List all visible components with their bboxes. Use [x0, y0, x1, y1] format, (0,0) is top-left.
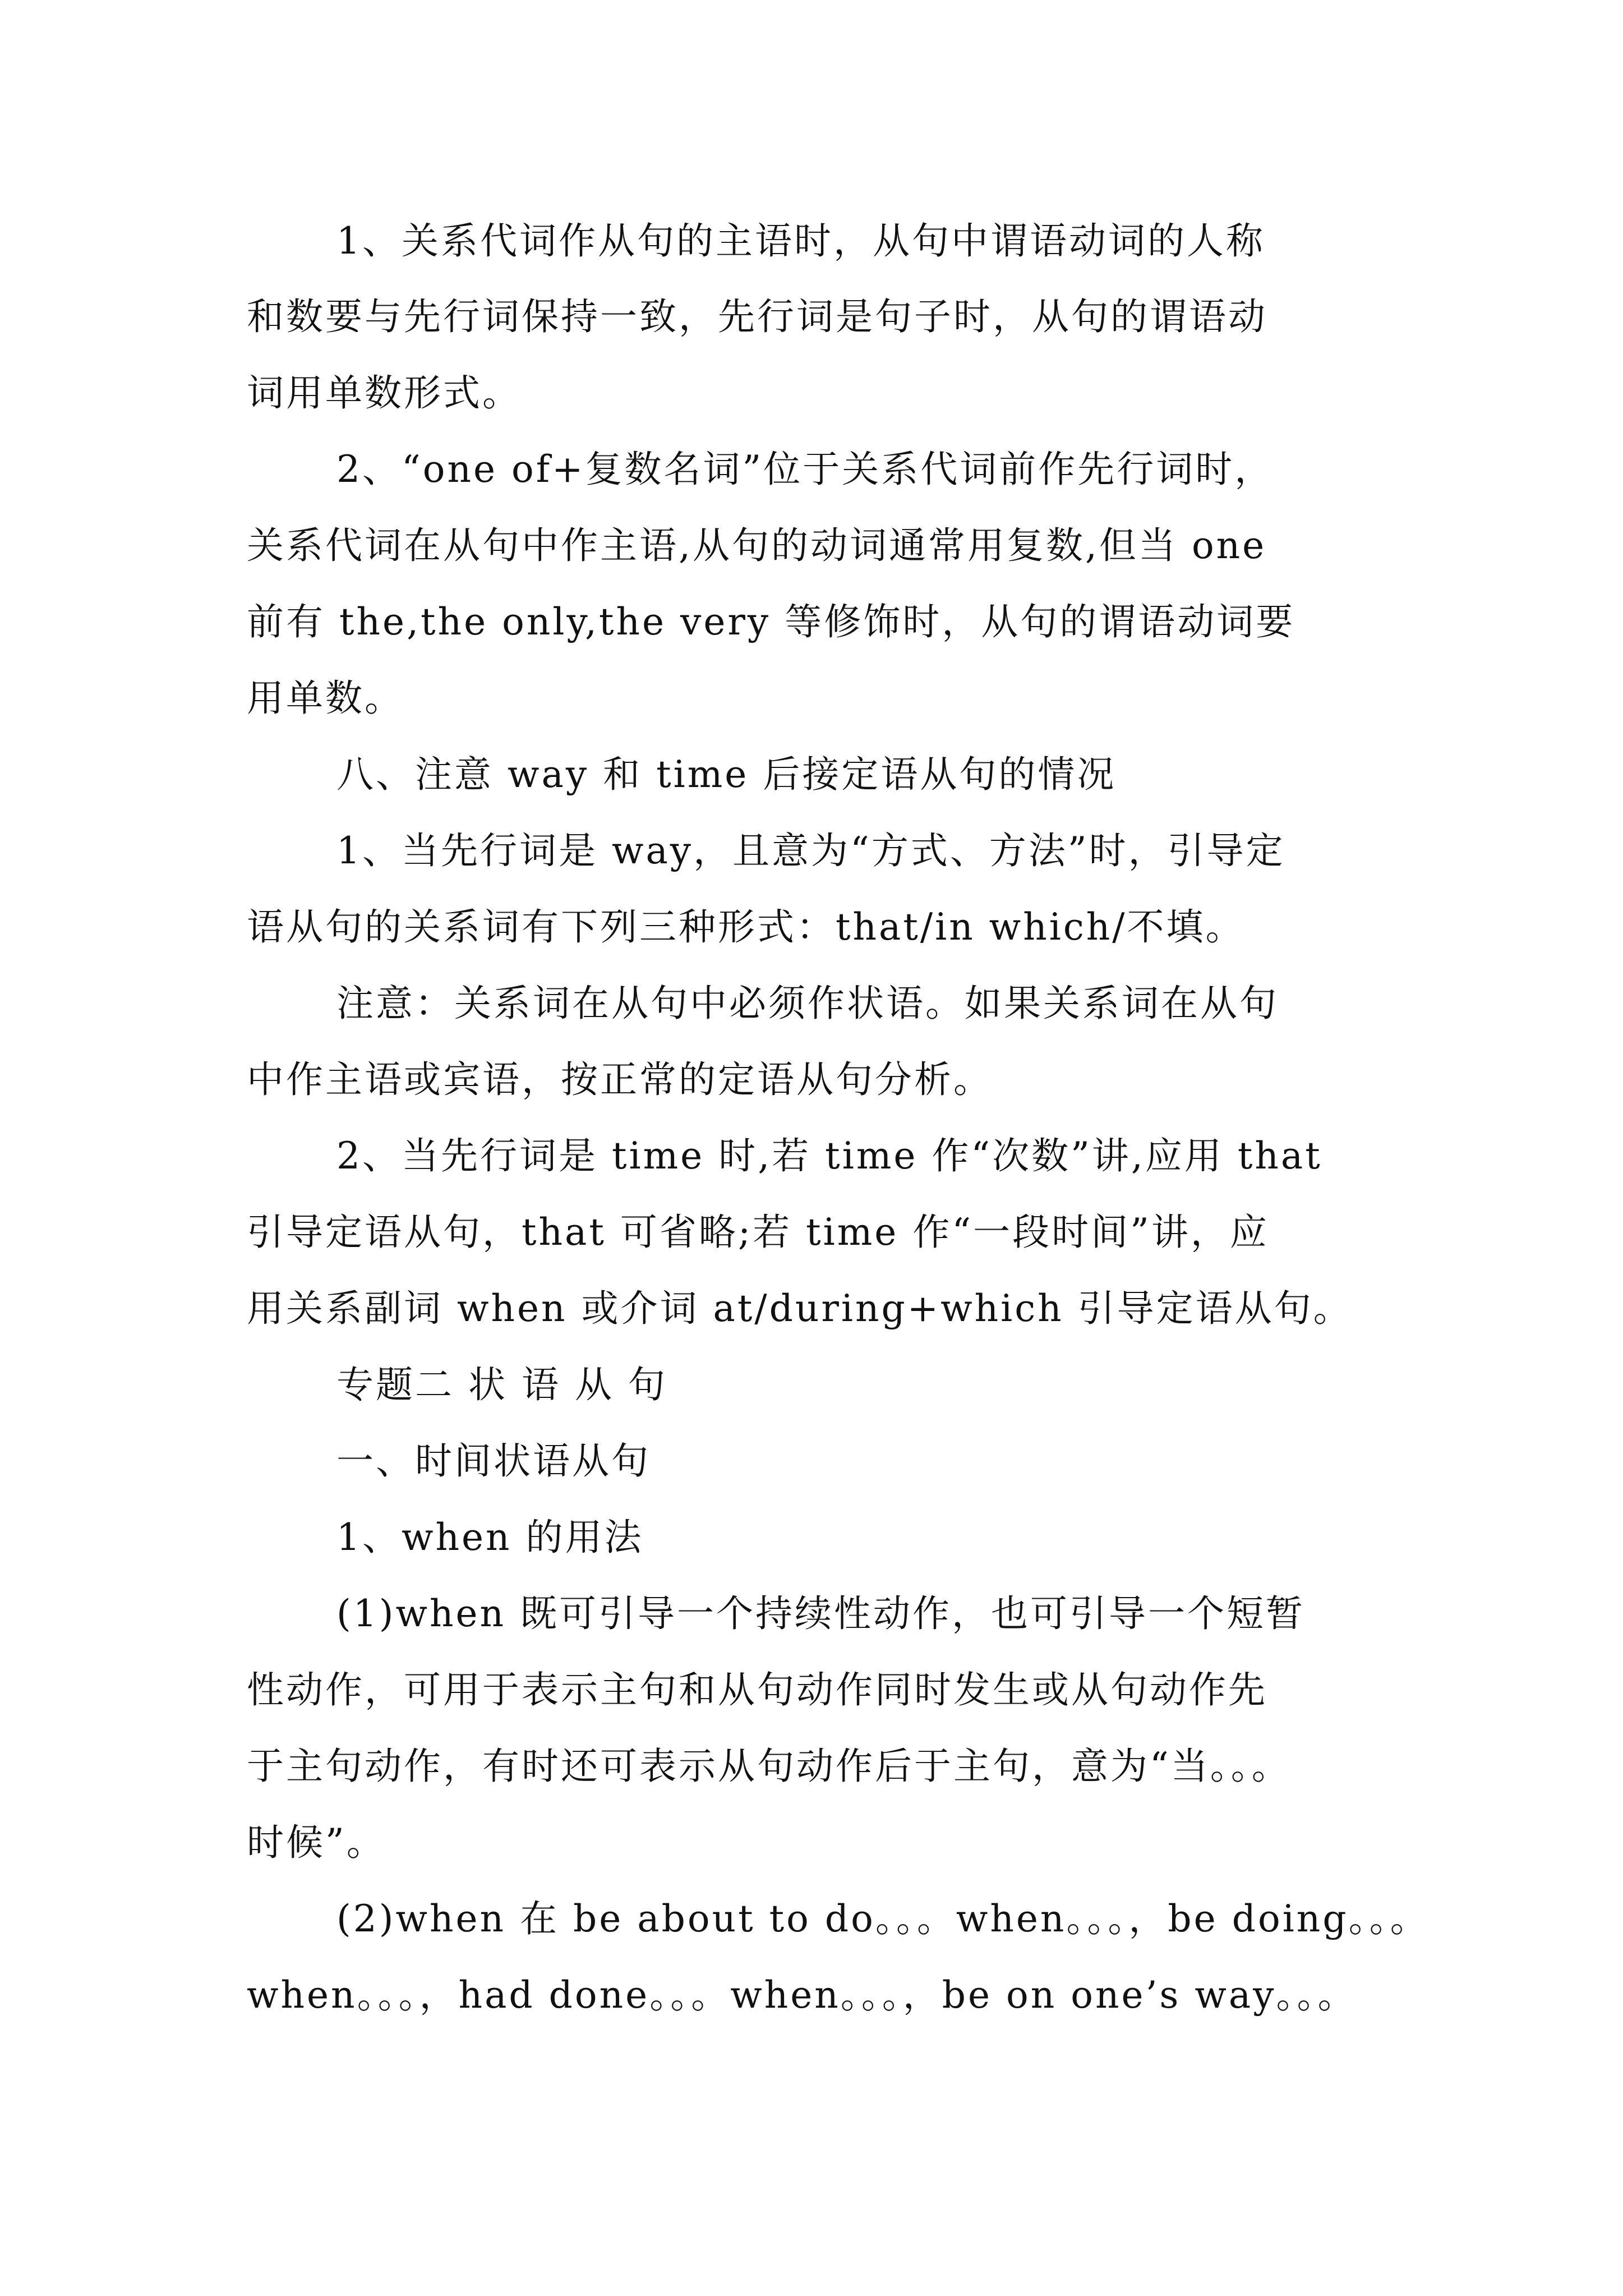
text-line: 时候”。: [247, 1821, 386, 1864]
text-line: when。。。，had done。。。when。。。，be on one’s way。。。: [247, 1973, 1357, 2017]
text-line: 2、当先行词是 time 时,若 time 作“次数”讲,应用 that: [336, 1134, 1322, 1177]
text-line: 于主句动作，有时还可表示从句动作后于主句，意为“当。。。: [247, 1745, 1291, 1788]
text-line: 用关系副词 when 或介词 at/during+which 引导定语从句。: [247, 1287, 1353, 1330]
text-line: 词用单数形式。: [247, 371, 522, 415]
text-line: (2)when 在 be about to do。。。when。。。，be doing。。。: [336, 1897, 1430, 1940]
text-line: 前有 the,the only,the very 等修饰时，从句的谓语动词要: [247, 600, 1295, 643]
text-line: 和数要与先行词保持一致，先行词是句子时，从句的谓语动: [247, 295, 1267, 338]
text-line: 性动作，可用于表示主句和从句动作同时发生或从句动作先: [247, 1668, 1267, 1711]
text-line: 中作主语或宾语，按正常的定语从句分析。: [247, 1058, 993, 1101]
text-line: 注意：关系词在从句中必须作状语。如果关系词在从句: [336, 982, 1279, 1025]
section-heading: 一、时间状语从句: [336, 1439, 651, 1483]
text-line: 2、“one of+复数名词”位于关系代词前作先行词时，: [336, 448, 1274, 491]
text-line: 1、关系代词作从句的主语时，从句中谓语动词的人称: [336, 219, 1265, 263]
text-line: 1、当先行词是 way，且意为“方式、方法”时，引导定: [336, 829, 1285, 872]
topic-heading: 专题二 状 语 从 句: [336, 1363, 667, 1406]
text-line: (1)when 既可引导一个持续性动作，也可引导一个短暂: [336, 1592, 1306, 1635]
subsection-heading: 1、when 的用法: [336, 1516, 644, 1559]
section-heading: 八、注意 way 和 time 后接定语从句的情况: [336, 753, 1117, 796]
text-line: 用单数。: [247, 677, 404, 720]
text-line: 关系代词在从句中作主语,从句的动词通常用复数,但当 one: [247, 524, 1267, 567]
text-line: 语从句的关系词有下列三种形式：that/in which/不填。: [247, 905, 1245, 949]
text-line: 引导定语从句，that 可省略;若 time 作“一段时间”讲，应: [247, 1211, 1269, 1254]
